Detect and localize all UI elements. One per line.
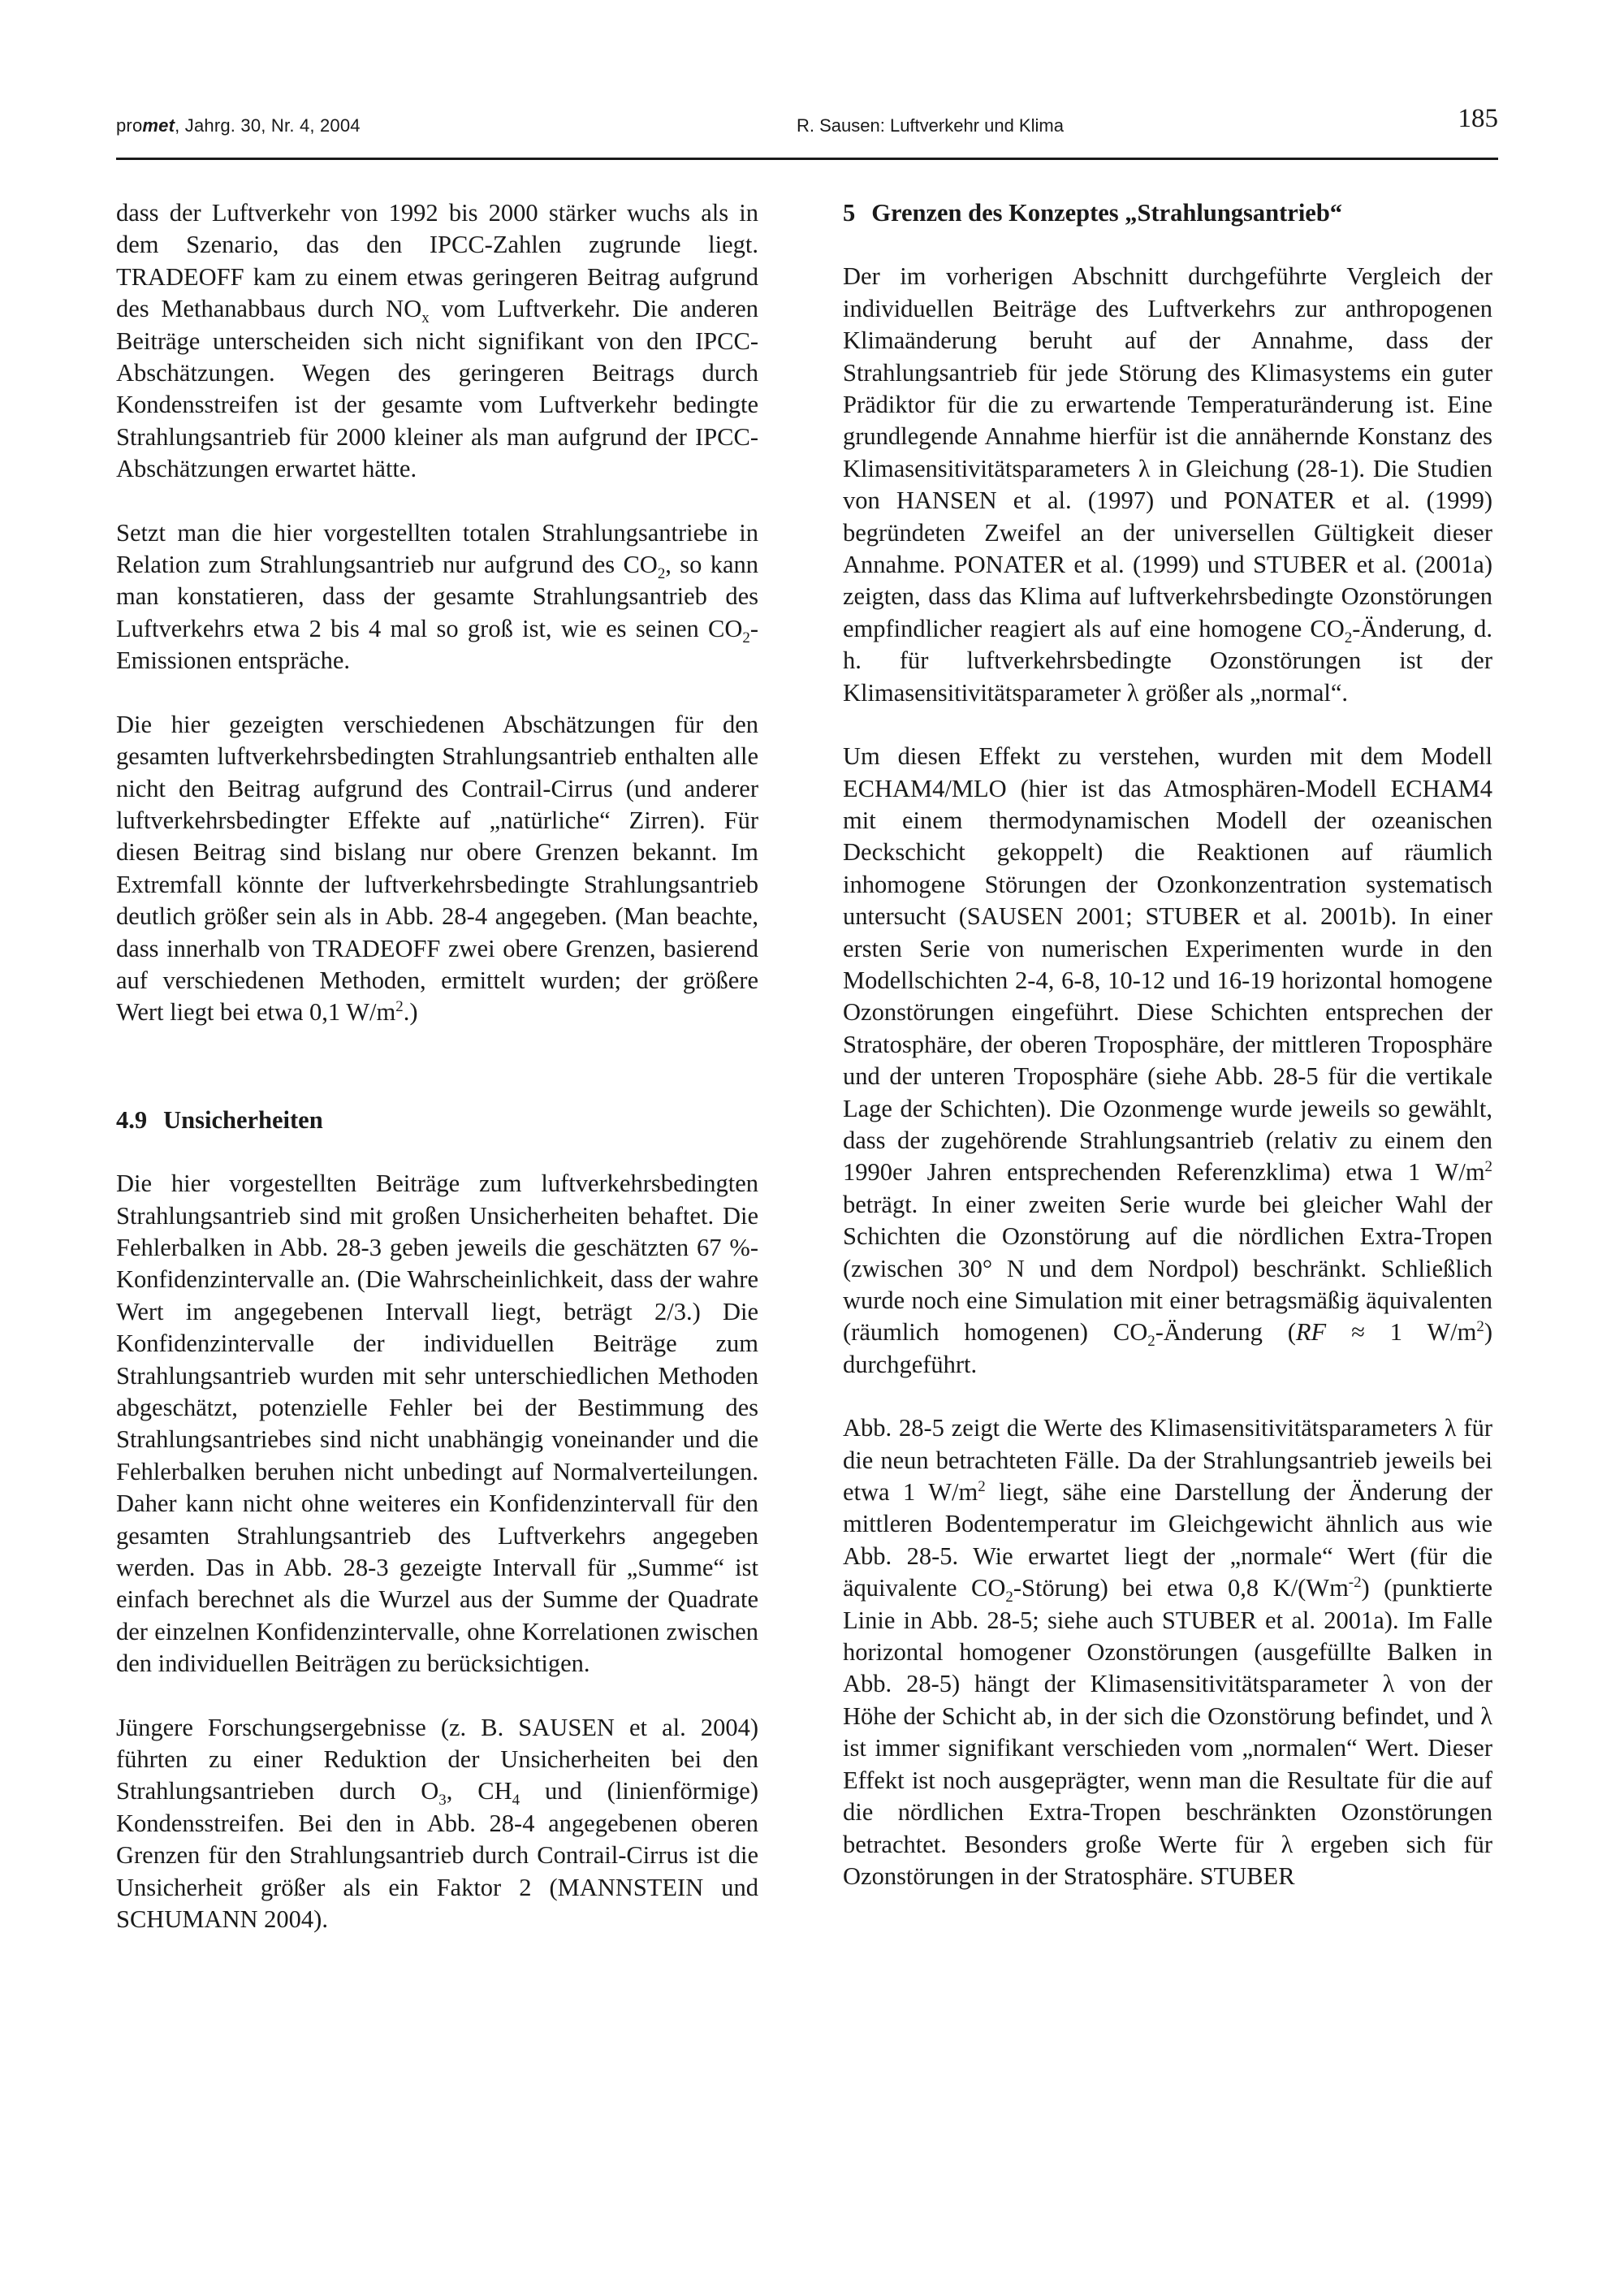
journal-citation: [116, 115, 361, 136]
spacer: [116, 1061, 758, 1105]
left-column: [116, 197, 758, 1968]
paragraph: Jüngere Forschungsergebnisse (z. B. SAUSEN et al. 2004) führten zu einer Reduktion der Unsicherheiten bei den Strahlungsantrieben durch $O_3$, $CH_4$ und (linienförmige) Kondensstreifen. Bei den in Abb. 28-4 angegebenen oberen Grenzen für den Strahlungsantrieb durch Contrail-Cirrus ist die Unsicherheit größer als ein Faktor 2 (MANNSTEIN und SCHUMANN 2004).: [116, 1713, 758, 1934]
paragraph: dass der Luftverkehr von 1992 bis 2000 stärker wuchs als in dem Szenario, das den IPCC-Zahlen zugrunde liegt. TRADEOFF kam zu einem etwas geringeren Beitrag aufgrund des Methanabbaus durch $NO_x$ vom Luftverkehr. Die anderen Beiträge unterscheiden sich nicht signifikant von den IPCC-Abschätzungen. Wegen des geringeren Beitrags durch Kondensstreifen ist der gesamte vom Luftverkehr bedingte Strahlungsantrieb für 2000 kleiner als man aufgrund der IPCC-Abschätzungen erwartet hätte.: [116, 199, 759, 483]
page-number: 185: [1458, 104, 1498, 133]
paragraph: Der im vorherigen Abschnitt durchgeführte Vergleich der individuellen Beiträge des Luftverkehrs zur anthropogenen Klimaänderung beruht auf der Annahme, dass der Strahlungsantrieb für jede Störung des Klimasystems ein guter Prädiktor für die zu erwartende Temperaturänderung ist. Eine grundlegende Annahme hierfür ist die annähernde Konstanz des Klimasensitivitätsparameters λ in Gleichung (28-1). Die Studien von HANSEN et al. (1997) und PONATER et al. (1999) begründeten Zweifel an der universellen Gültigkeit dieser Annahme. PONATER et al. (1999) und STUBER et al. (2001a) zeigten, dass das Klima auf luftverkehrsbedingte Ozonstörungen empfindlicher reagiert als auf eine homogene $CO_2$-Änderung, d. h. für luftverkehrsbedingte Ozonstörungen ist der Klimasensitivitätsparameter λ größer als „normal“.: [843, 262, 1492, 707]
running-header: [116, 104, 1498, 153]
header-rule: [116, 158, 1498, 160]
paragraph: Die hier gezeigten verschiedenen Abschätzungen für den gesamten luftverkehrsbedingten Strahlungsantrieb enthalten alle nicht den Beitrag aufgrund des Contrail-Cirrus (und anderer luftverkehrsbedingter Effekte auf „natürliche“ Zirren). Für diesen Beitrag sind bislang nur obere Grenzen bekannt. Im Extremfall könnte der luftverkehrsbedingte Strahlungsantrieb deutlich größer sein als in Abb. 28-4 angegeben. (Man beachte, dass innerhalb von TRADEOFF zwei obere Grenzen, basierend auf verschiedenen Methoden, ermittelt wurden; der größere Wert liegt bei etwa 0,1 $W/m^2$.): [116, 710, 758, 1027]
paragraph: Um diesen Effekt zu verstehen, wurden mit dem Modell ECHAM4/MLO (hier ist das Atmosphären-Modell ECHAM4 mit einem thermodynamischen Modell der ozeanischen Deckschicht gekoppelt) die Reaktionen auf räumlich inhomogene Störungen der Ozonkonzentration systematisch untersucht (SAUSEN 2001; STUBER et al. 2001b). In einer ersten Serie von numerischen Experimenten wurde in den Modellschichten 2-4, 6-8, 10-12 und 16-19 horizontal homogene Ozonstörungen eingeführt. Diese Schichten entsprechen der Stratosphäre, der oberen Troposphäre, der mittleren Troposphäre und der unteren Troposphäre (siehe Abb. 28-5 für die vertikale Lage der Schichten). Die Ozonmenge wurde jeweils so gewählt, dass der zugehörende Strahlungsantrieb (relativ zu einem den 1990er Jahren entsprechenden Referenzklima) etwa 1 $W/m^2$ beträgt. In einer zweiten Serie wurde bei gleicher Wahl der Schichten die Ozonstörung auf die nördlichen Extra-Tropen (zwischen 30° N und dem Nordpol) beschränkt. Schließlich wurde noch eine Simulation mit einer betragsmäßig äquivalenten (räumlich homogenen) $CO_2$-Änderung (RF ≈ 1 $W/m^2$) durchgeführt.: [843, 742, 1492, 1378]
journal-emphasis: met: [142, 115, 175, 136]
right-column: [843, 197, 1492, 1924]
paragraph: Setzt man die hier vorgestellten totalen Strahlungsantriebe in Relation zum Strahlungsantrieb nur aufgrund des $CO_2$, so kann man konstatieren, dass der gesamte Strahlungsantrieb des Luftverkehrs etwa 2 bis 4 mal so groß ist, wie es seinen $CO_2$-Emissionen entspräche.: [116, 518, 758, 675]
article-running-title: R. Sausen: Luftverkehr und Klima: [797, 115, 1064, 136]
journal-volume: , Jahrg. 30, Nr. 4, 2004: [175, 115, 361, 136]
journal-prefix: pro: [116, 115, 143, 136]
paragraph: Die hier vorgestellten Beiträge zum luftverkehrsbedingten Strahlungsantrieb sind mit großen Unsicherheiten behaftet. Die Fehlerbalken in Abb. 28-3 geben jeweils die geschätzten 67 %-Konfidenzintervalle an. (Die Wahrscheinlichkeit, dass der wahre Wert im angegebenen Intervall liegt, beträgt 2/3.) Die Konfidenzintervalle der individuellen Beiträge zum Strahlungsantrieb wurden mit sehr unterschiedlichen Methoden abgeschätzt, potenzielle Fehler bei der Bestimmung des Strahlungsantriebes sind nicht unabhängig voneinander und die Fehlerbalken beruhen nicht unbedingt auf Normalverteilungen. Daher kann nicht ohne weiteres ein Konfidenzintervall für den gesamten Strahlungsantrieb des Luftverkehrs angegeben werden. Das in Abb. 28-3 gezeigte Intervall für „Summe“ ist einfach berechnet als die Wurzel aus der Summe der Quadrate der einzelnen Konfidenzintervalle, ohne Korrelationen zwischen den individuellen Beiträgen zu berücksichtigen.: [116, 1170, 758, 1678]
section-heading-4-9: 4.9 Unsicherheiten: [116, 1105, 323, 1134]
section-heading-5: 5 Grenzen des Konzeptes „Strahlungsantrieb“: [843, 199, 1343, 227]
paragraph: Abb. 28-5 zeigt die Werte des Klimasensitivitätsparameters λ für die neun betrachteten Fälle. Da der Strahlungsantrieb jeweils bei etwa 1 $W/m^2$ liegt, sähe eine Darstellung der Änderung der mittleren Bodentemperatur im Gleichgewicht ähnlich aus wie Abb. 28-5. Wie erwartet liegt der „normale“ Wert (für die äquivalente $CO_2-Störung$) bei etwa 0,8 $K/(Wm^{-2})$ (punktierte Linie in Abb. 28-5; siehe auch STUBER et al. 2001a). Im Falle horizontal homogener Ozonstörungen (ausgefüllte Balken in Abb. 28-5) hängt der Klimasensitivitätsparameter λ von der Höhe der Schicht ab, in der sich die Ozonstörung befindet, und λ ist immer signifikant verschieden vom „normalen“ Wert. Dieser Effekt ist noch ausgeprägter, wenn man die Resultate für die auf die nördlichen Extra-Tropen beschränkten Ozonstörungen betrachtet. Besonders große Werte für λ ergeben sich für Ozonstörungen in der Stratosphäre. STUBER: [843, 1414, 1492, 1890]
